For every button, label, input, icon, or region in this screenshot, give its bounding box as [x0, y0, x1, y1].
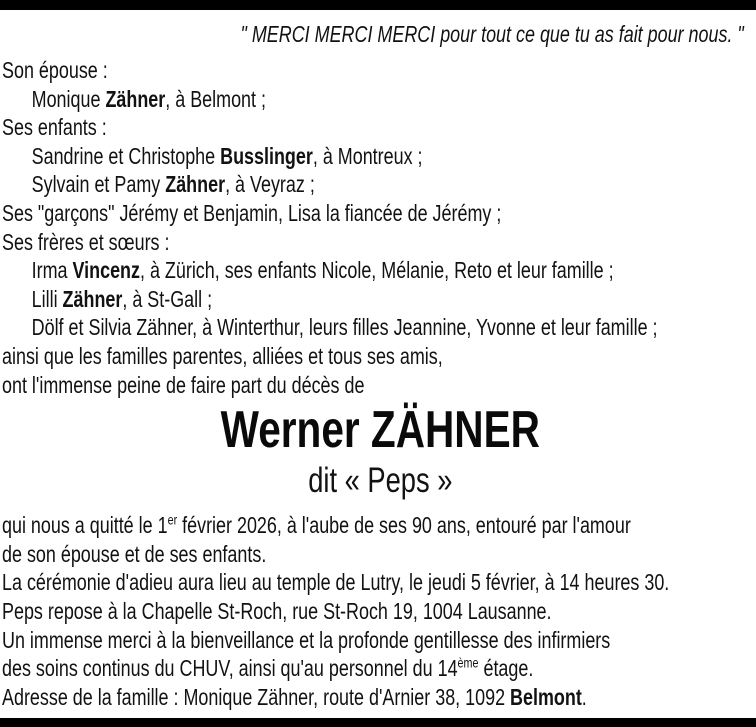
text-line [2, 228, 756, 257]
text-line [2, 170, 756, 199]
text-segment: des soins continus du CHUV, ainsi qu'au personnel du 14 [2, 655, 458, 682]
text-segment: ème [457, 655, 479, 671]
top-border-rule [0, 0, 756, 10]
text-segment: , à Zürich, ses enfants Nicole, Mélanie, Reto et leur famille ; [139, 257, 614, 284]
text-segment: Irma [31, 257, 73, 284]
text-line [2, 540, 756, 569]
text-segment: Sylvain et Pamy [31, 171, 166, 198]
text-segment: Peps repose à la Chapelle St-Roch, rue St-Roch 19, 1004 Lausanne. [2, 597, 552, 624]
text-segment: Dölf et Silvia Zähner, à Winterthur, leurs filles Jeannine, Yvonne et leur famille ; [31, 314, 658, 341]
text-line [2, 654, 756, 683]
bottom-border-rule [0, 718, 756, 727]
text-segment: étage. [478, 655, 534, 682]
text-line [2, 142, 756, 171]
family-section [2, 56, 756, 399]
text-segment: de son épouse et de ses enfants. [2, 540, 267, 567]
text-segment: Busslinger [220, 142, 313, 169]
announcement-section [2, 511, 756, 711]
text-line [2, 56, 756, 85]
text-line [2, 342, 756, 371]
text-segment: er [167, 512, 178, 528]
text-line [2, 199, 756, 228]
deceased-alias: dit « Peps » [308, 461, 453, 501]
text-line [2, 313, 756, 342]
text-segment: Ses "garçons" Jérémy et Benjamin, Lisa la fiancée de Jérémy ; [2, 199, 502, 226]
text-line [2, 597, 756, 626]
notice-content [2, 10, 756, 711]
text-segment: , à St-Gall ; [122, 285, 213, 312]
text-segment: Vincenz [72, 257, 140, 284]
text-line [2, 85, 756, 114]
text-line [2, 683, 756, 712]
text-segment: Zähner [62, 285, 123, 312]
text-segment: , à Veyraz ; [225, 171, 315, 198]
text-line [2, 113, 756, 142]
text-segment: La cérémonie d'adieu aura lieu au temple de Lutry, le jeudi 5 février, à 14 heures 30. [2, 569, 670, 596]
text-segment: , à Belmont ; [165, 85, 266, 112]
text-line [2, 371, 756, 400]
text-line [2, 285, 756, 314]
text-segment: février 2026, à l'aube de ses 90 ans, entouré par l'amour [177, 512, 631, 539]
text-segment: ainsi que les familles parentes, alliées et tous ses amis, [2, 342, 443, 369]
text-segment: Zähner [165, 171, 226, 198]
text-segment: Zähner [105, 85, 166, 112]
text-segment: Sandrine et Christophe [31, 142, 221, 169]
deceased-name: Werner ZÄHNER [220, 401, 540, 460]
text-segment: Son épouse : [2, 57, 108, 83]
text-segment: Belmont [510, 683, 582, 710]
text-line [2, 256, 756, 285]
text-segment: Un immense merci à la bienveillance et la profonde gentillesse des infirmiers [2, 626, 611, 653]
text-segment: ont l'immense peine de faire part du décès de [2, 371, 365, 398]
text-line [2, 568, 756, 597]
memorial-quote: " MERCI MERCI MERCI pour tout ce que tu as fait pour nous. " [240, 21, 744, 47]
text-segment: Monique [31, 85, 106, 112]
text-line [2, 511, 756, 540]
text-segment: qui nous a quitté le 1 [2, 512, 168, 539]
text-segment: . [581, 683, 587, 710]
text-segment: , à Montreux ; [312, 142, 423, 169]
text-line [2, 626, 756, 655]
text-segment: Ses enfants : [2, 114, 107, 141]
text-segment: Lilli [31, 285, 63, 312]
text-segment: Ses frères et sœurs : [2, 228, 170, 255]
text-segment: Adresse de la famille : Monique Zähner, route d'Arnier 38, 1092 [2, 683, 511, 710]
